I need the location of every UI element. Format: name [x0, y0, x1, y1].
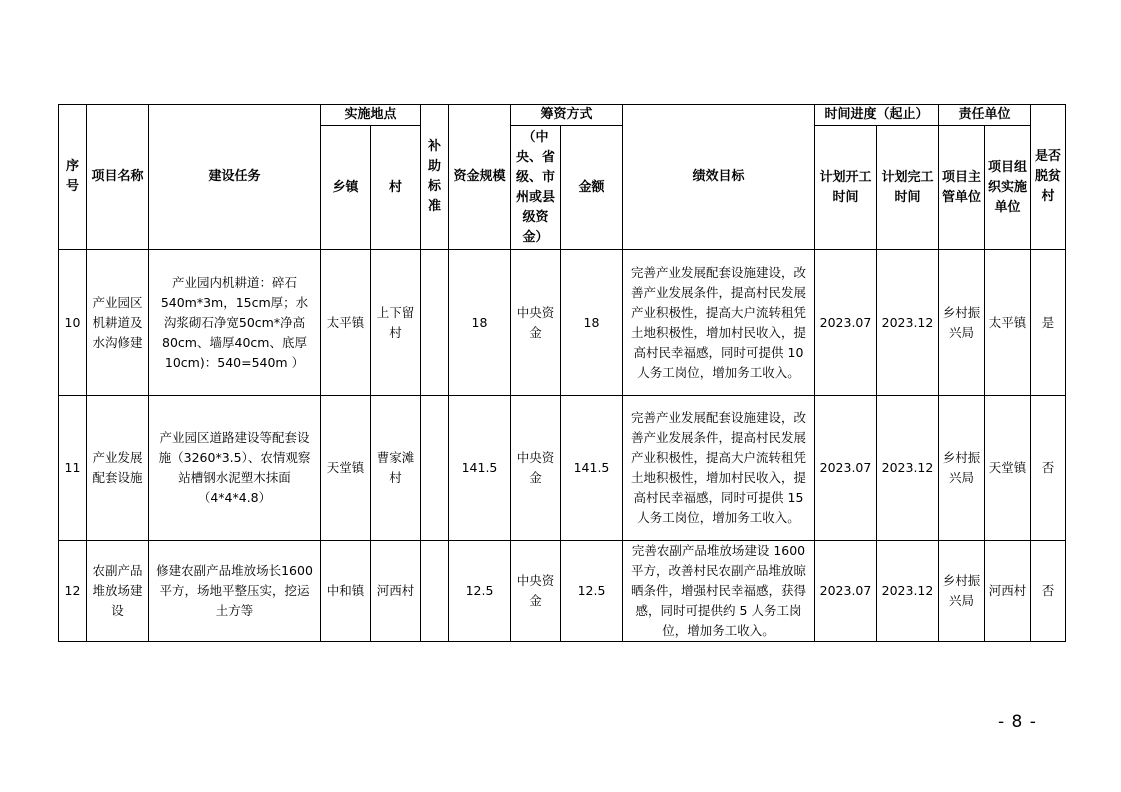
cell-source: 中央资金	[511, 541, 561, 642]
table-row	[59, 396, 1066, 541]
header-time-group: 时间进度（起止）	[815, 105, 939, 126]
cell-manager: 乡村振兴局	[939, 541, 985, 642]
cell-task: 产业园内机耕道：碎石540m*3m，15cm厚；水沟浆砌石净宽50cm*净高80cm、墙厚40cm、底厚10cm)：540=540m ）	[149, 250, 321, 396]
cell-seq: 10	[59, 250, 87, 396]
cell-seq: 11	[59, 396, 87, 541]
header-funding-group: 筹资方式	[511, 105, 623, 126]
cell-performance: 完善产业发展配套设施建设，改善产业发展条件，提高村民发展产业积极性，提高大户流转租凭土地积极性，增加村民收入，提高村民幸福感，同时可提供 15人务工岗位，增加务工收入。	[623, 396, 815, 541]
cell-task: 修建农副产品堆放场长1600平方，场地平整压实，挖运土方等	[149, 541, 321, 642]
cell-village: 河西村	[371, 541, 421, 642]
cell-start: 2023.07	[815, 396, 877, 541]
cell-amount: 141.5	[561, 396, 623, 541]
cell-town: 太平镇	[321, 250, 371, 396]
header-implementer: 项目组织实施单位	[985, 126, 1031, 250]
cell-implementer: 河西村	[985, 541, 1031, 642]
cell-seq: 12	[59, 541, 87, 642]
header-amount: 金额	[561, 126, 623, 250]
cell-name: 产业园区机耕道及水沟修建	[87, 250, 149, 396]
cell-subsidy	[421, 396, 449, 541]
cell-performance: 完善农副产品堆放场建设 1600平方，改善村民农副产品堆放晾晒条件，增强村民幸福感，获得感，同时可提供约 5 人务工岗位，增加务工收入。	[623, 541, 815, 642]
cell-source: 中央资金	[511, 250, 561, 396]
header-row-group	[59, 105, 1066, 126]
cell-performance: 完善产业发展配套设施建设，改善产业发展条件，提高村民发展产业积极性，提高大户流转租凭土地积极性，增加村民收入，提高村民幸福感，同时可提供 10人务工岗位，增加务工收入。	[623, 250, 815, 396]
cell-amount: 18	[561, 250, 623, 396]
header-name: 项目名称	[87, 105, 149, 250]
header-resp-group: 责任单位	[939, 105, 1031, 126]
cell-town: 天堂镇	[321, 396, 371, 541]
header-start: 计划开工时间	[815, 126, 877, 250]
cell-end: 2023.12	[877, 396, 939, 541]
cell-end: 2023.12	[877, 250, 939, 396]
table-row	[59, 541, 1066, 642]
cell-town: 中和镇	[321, 541, 371, 642]
header-performance: 绩效目标	[623, 105, 815, 250]
project-table	[58, 104, 1066, 642]
header-source: （中央、省级、市州或县级资金）	[511, 126, 561, 250]
cell-manager: 乡村振兴局	[939, 250, 985, 396]
cell-implementer: 太平镇	[985, 250, 1031, 396]
header-location-group: 实施地点	[321, 105, 421, 126]
cell-scale: 18	[449, 250, 511, 396]
cell-task: 产业园区道路建设等配套设施（3260*3.5）、农情观察站槽钢水泥塑木抹面（4*4*4.8）	[149, 396, 321, 541]
page-number: - 8 -	[998, 712, 1037, 732]
cell-poor-village: 否	[1031, 396, 1066, 541]
cell-name: 产业发展配套设施	[87, 396, 149, 541]
cell-start: 2023.07	[815, 541, 877, 642]
cell-amount: 12.5	[561, 541, 623, 642]
cell-poor-village: 是	[1031, 250, 1066, 396]
cell-scale: 141.5	[449, 396, 511, 541]
cell-village: 上下留村	[371, 250, 421, 396]
table-row	[59, 250, 1066, 396]
cell-name: 农副产品堆放场建设	[87, 541, 149, 642]
cell-scale: 12.5	[449, 541, 511, 642]
header-end: 计划完工时间	[877, 126, 939, 250]
header-town: 乡镇	[321, 126, 371, 250]
header-subsidy: 补助标准	[421, 105, 449, 250]
header-manager: 项目主管单位	[939, 126, 985, 250]
cell-poor-village: 否	[1031, 541, 1066, 642]
cell-subsidy	[421, 541, 449, 642]
header-seq: 序号	[59, 105, 87, 250]
cell-village: 曹家滩村	[371, 396, 421, 541]
cell-subsidy	[421, 250, 449, 396]
header-village: 村	[371, 126, 421, 250]
cell-manager: 乡村振兴局	[939, 396, 985, 541]
cell-end: 2023.12	[877, 541, 939, 642]
header-poor-village: 是否脱贫村	[1031, 105, 1066, 250]
cell-source: 中央资金	[511, 396, 561, 541]
header-task: 建设任务	[149, 105, 321, 250]
header-scale: 资金规模	[449, 105, 511, 250]
cell-implementer: 天堂镇	[985, 396, 1031, 541]
cell-start: 2023.07	[815, 250, 877, 396]
